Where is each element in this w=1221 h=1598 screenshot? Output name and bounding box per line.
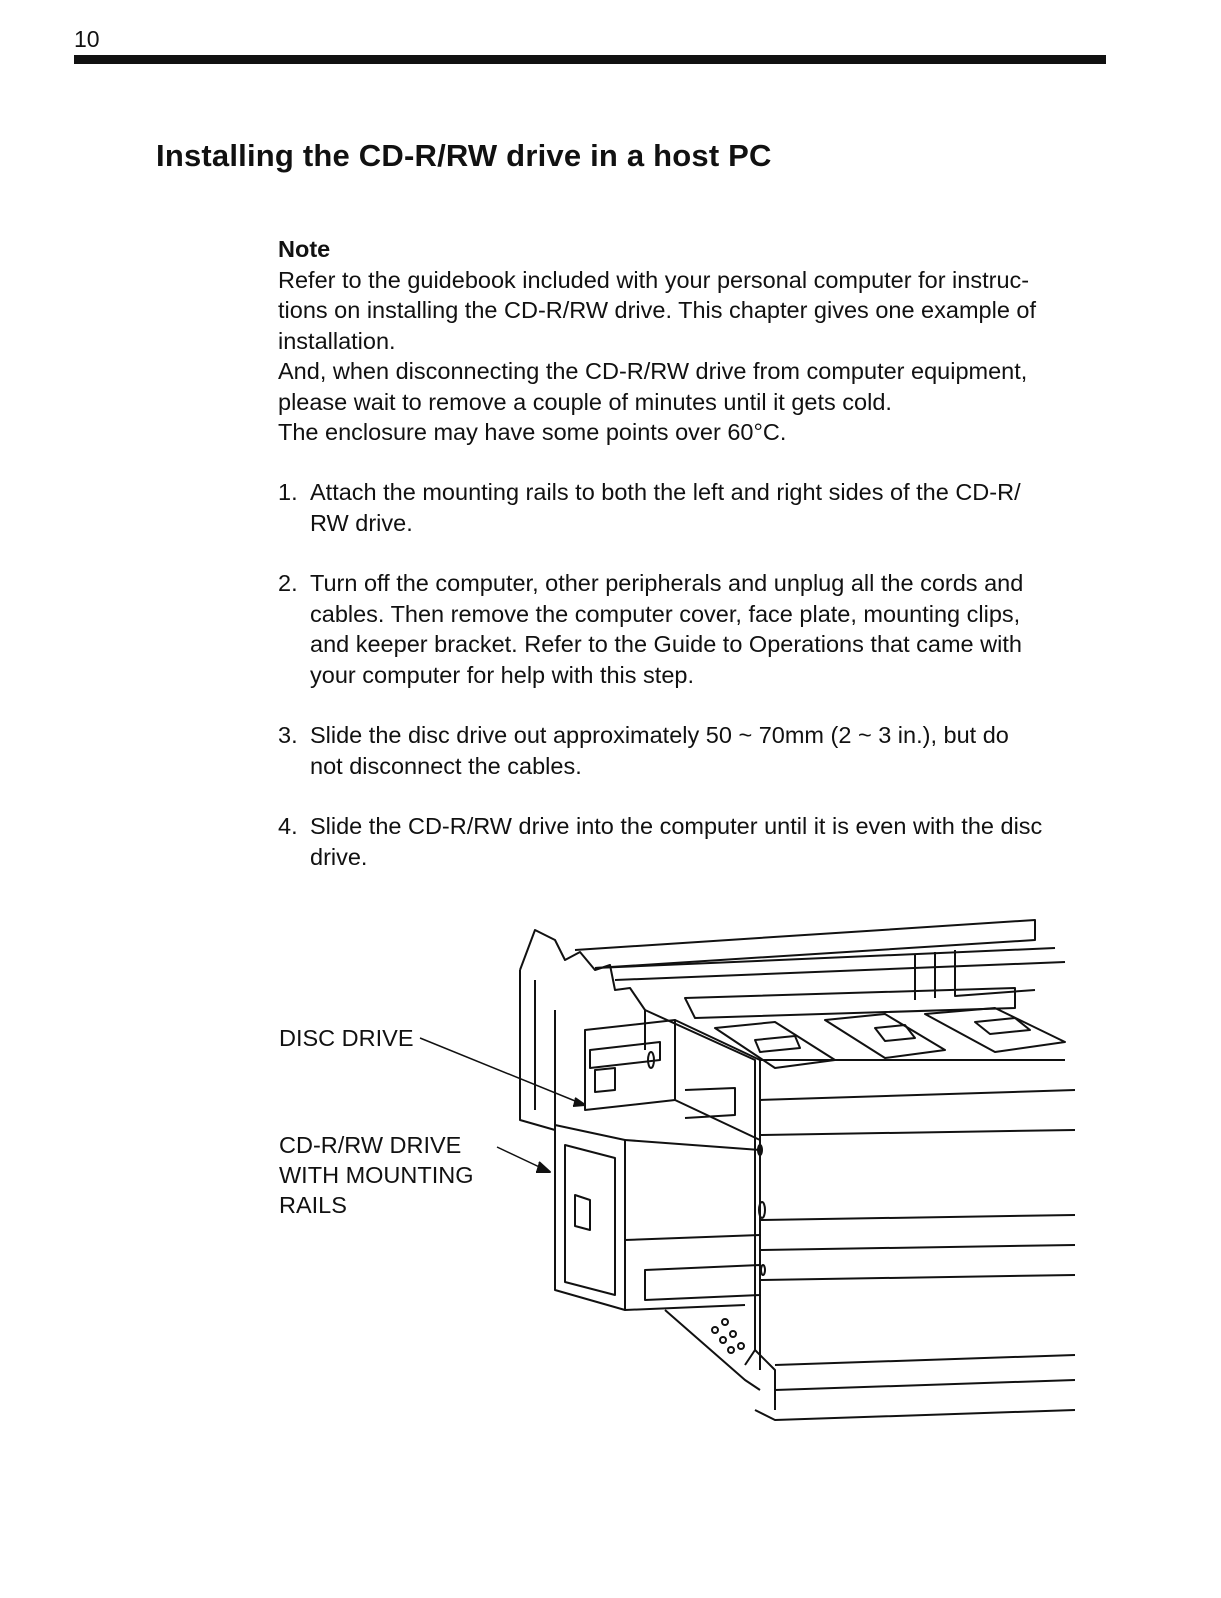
step-number: 1.	[278, 479, 298, 505]
step-number: 4.	[278, 813, 298, 839]
step-text	[310, 811, 1108, 872]
note-line: tions on installing the CD-R/RW drive. This chapter gives one example of	[278, 297, 1037, 323]
note-heading: Note	[278, 236, 331, 262]
chassis-base	[712, 1145, 1075, 1420]
cdrw-drive-label-line: WITH MOUNTING	[279, 1162, 474, 1188]
cdrw-drive-label-line: CD-R/RW DRIVE	[279, 1132, 462, 1158]
step-number: 3.	[278, 722, 298, 748]
step-line: Slide the CD-R/RW drive into the computer until it is even with the disc	[310, 813, 1043, 839]
step-item	[278, 568, 1108, 690]
note-line: And, when disconnecting the CD-R/RW drive from computer equipment,	[278, 358, 1028, 384]
installation-steps	[278, 477, 1108, 902]
front-bracket	[520, 930, 1065, 1410]
step-line: drive.	[310, 843, 368, 870]
note-line: please wait to remove a couple of minutes until it gets cold.	[278, 388, 892, 415]
note-line: The enclosure may have some points over 60°C.	[278, 419, 787, 445]
step-line: and keeper bracket. Refer to the Guide to Operations that came with	[310, 631, 1022, 657]
disc-drive-unit	[585, 1020, 1075, 1140]
step-line: Attach the mounting rails to both the left and right sides of the CD-R/	[310, 479, 1021, 505]
note-line: Refer to the guidebook included with your personal computer for instruc-	[278, 266, 1030, 293]
page-title: Installing the CD-R/RW drive in a host PC	[156, 138, 772, 173]
step-text	[310, 720, 1108, 781]
page-number: 10	[74, 26, 100, 52]
disc-drive-label-text: DISC DRIVE	[279, 1025, 414, 1051]
note-line: installation.	[278, 327, 396, 354]
step-line: not disconnect the cables.	[310, 752, 582, 779]
step-number: 2.	[278, 570, 298, 596]
step-line: Turn off the computer, other peripherals and unplug all the cords and	[310, 570, 1024, 596]
cdrw-drive-unit	[555, 1125, 1075, 1390]
chassis-top	[575, 920, 1065, 1018]
step-item	[278, 720, 1108, 781]
step-line: Slide the disc drive out approximately 50 ~ 70mm (2 ~ 3 in.), but do	[310, 722, 1009, 748]
step-text	[310, 568, 1108, 690]
step-line: RW drive.	[310, 509, 413, 536]
header-rule	[74, 55, 1106, 64]
callout-arrows	[420, 1038, 585, 1172]
disc-drive-label	[279, 1023, 414, 1053]
step-line: cables. Then remove the computer cover, face plate, mounting clips,	[310, 600, 1021, 627]
step-item	[278, 811, 1108, 872]
step-line: your computer for help with this step.	[310, 661, 695, 688]
cdrw-drive-label-line: RAILS	[279, 1192, 347, 1218]
step-text	[310, 477, 1108, 538]
note-block	[278, 234, 1108, 448]
drive-installation-illustration	[415, 910, 1095, 1450]
step-item	[278, 477, 1108, 538]
